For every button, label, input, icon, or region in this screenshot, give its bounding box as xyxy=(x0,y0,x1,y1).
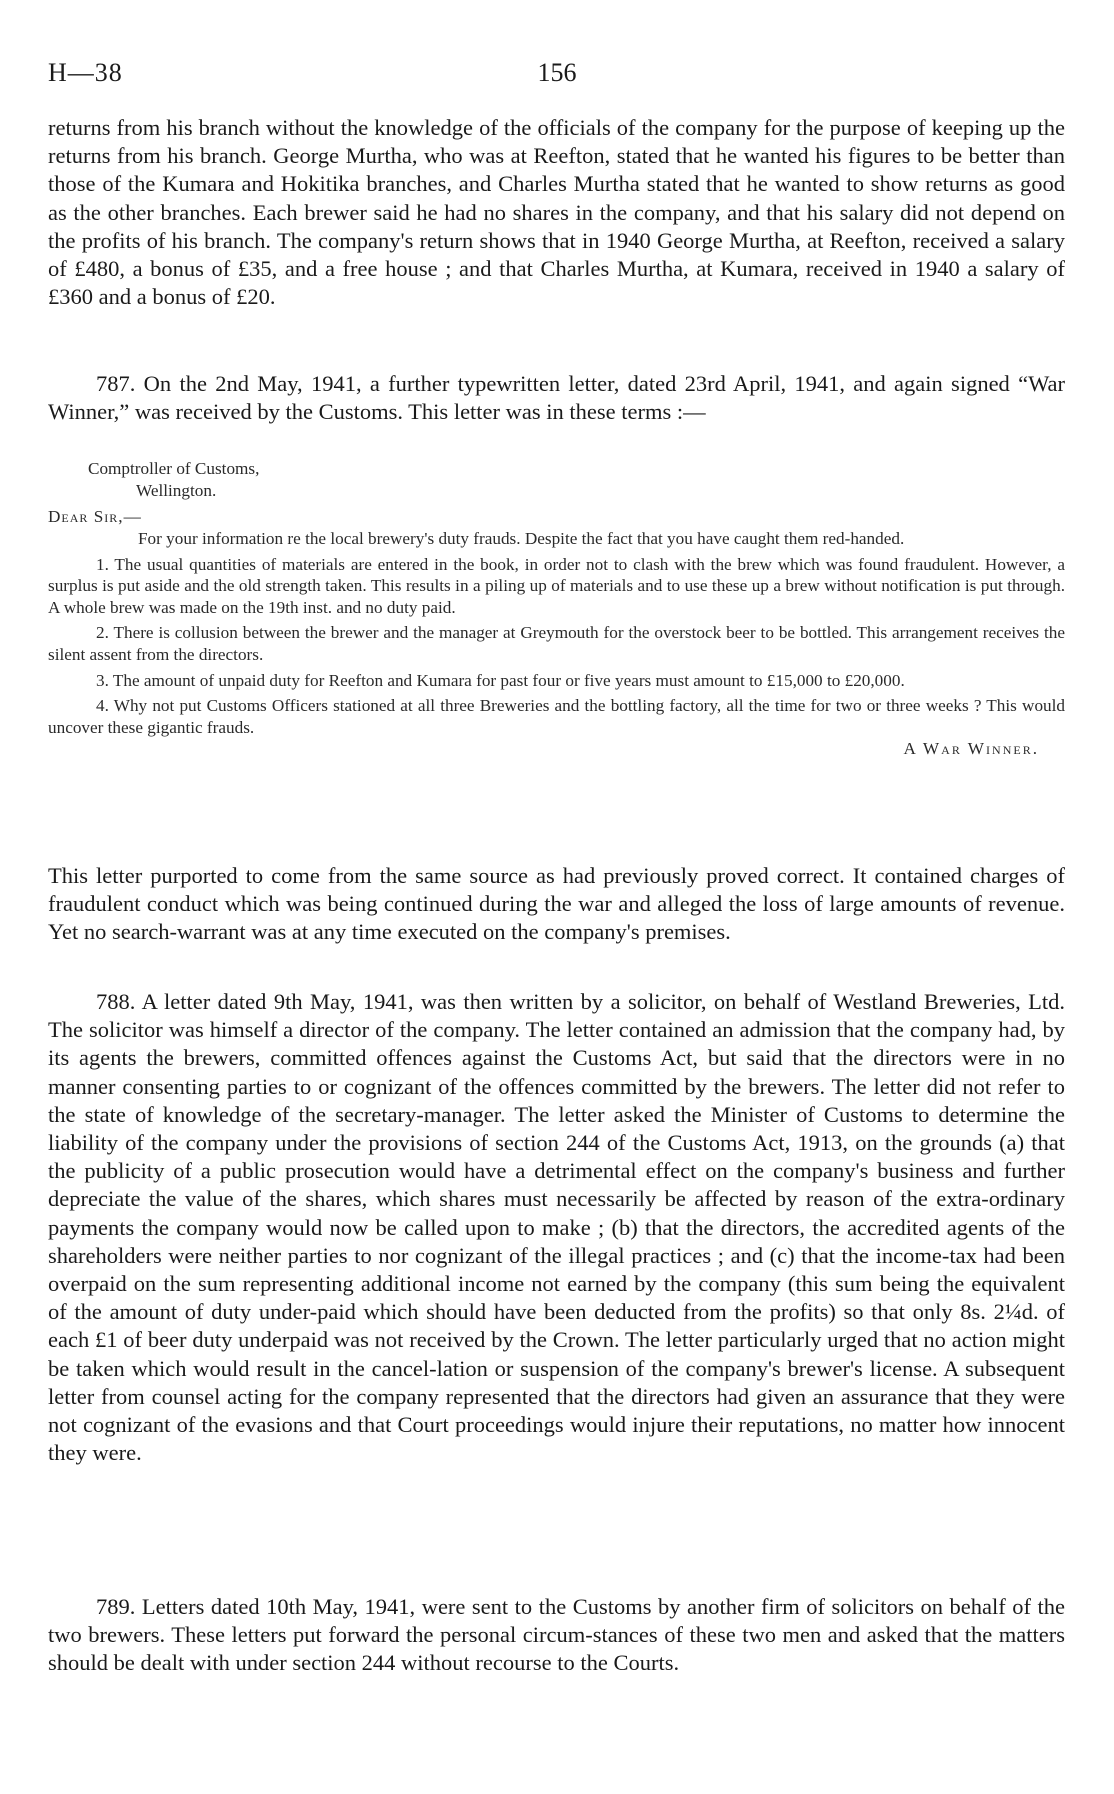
page-number: 156 xyxy=(537,58,577,87)
quoted-letter xyxy=(48,458,1065,760)
block-continuation xyxy=(48,114,1065,311)
block-787 xyxy=(48,370,1065,426)
letter-intro: For your information re the local brewery's duty frauds. Despite the fact that you have caught them red-handed. xyxy=(138,529,905,548)
letter-signature: A War Winner. xyxy=(903,739,1039,759)
letter-addressee-line1: Comptroller of Customs, xyxy=(88,459,260,478)
letter-item-1: 1. The usual quantities of materials are entered in the book, in order not to clash with the brew which was found fraudulent. However, a surplus is put aside and the old strength taken. This results in a piling up of materials and to use these up a brew without notification is put through. A whole brew was made on the 19th inst. and no duty paid. xyxy=(48,554,1065,617)
block-789 xyxy=(48,1593,1065,1678)
block-788 xyxy=(48,988,1065,1467)
letter-item-3: 3. The amount of unpaid duty for Reefton and Kumara for past four or five years must amount to £15,000 to £20,000. xyxy=(96,670,905,690)
letter-item-4: 4. Why not put Customs Officers stationed at all three Breweries and the bottling factory, all the time for two or three weeks ? This would uncover these gigantic frauds. xyxy=(48,696,1065,737)
paragraph-after-letter: This letter purported to come from the same source as had previously proved correct. It contained charges of fraudulent conduct which was being continued during the war and alleged the loss of large amounts of revenue. Yet no search-warrant was at any time executed on the company's premises. xyxy=(48,863,1065,945)
paragraph-continuation: returns from his branch without the knowledge of the officials of the company for the purpose of keeping up the returns from his branch. George Murtha, who was at Reefton, stated that he wanted his figures to be better than those of the Kumara and Hokitika branches, and Charles Murtha stated that he wanted to show returns as good as the other branches. Each brewer said he had no shares in the company, and that his salary did not depend on the profits of his branch. The company's return shows that in 1940 George Murtha, at Reefton, received a salary of £480, a bonus of £35, and a free house ; and that Charles Murtha, at Kumara, received in 1940 a salary of £360 and a bonus of £20. xyxy=(48,115,1065,310)
letter-addressee-line2: Wellington. xyxy=(136,481,217,500)
page-header xyxy=(48,58,1066,92)
letter-salutation: Dear Sir,— xyxy=(48,507,142,526)
document-reference: H—38 xyxy=(48,58,123,87)
paragraph-789: 789. Letters dated 10th May, 1941, were sent to the Customs by another firm of solicitors on behalf of the two brewers. These letters put forward the personal circum-stances of these two men and asked that the matters should be dealt with under section 244 without recourse to the Courts. xyxy=(48,1594,1065,1676)
letter-item-2: 2. There is collusion between the brewer and the manager at Greymouth for the overstock beer to be bottled. This arrangement receives the silent assent from the directors. xyxy=(48,623,1065,664)
paragraph-788: 788. A letter dated 9th May, 1941, was then written by a solicitor, on behalf of Westland Breweries, Ltd. The solicitor was himself a director of the company. The letter contained an admission that the company had, by its agents the brewers, committed offences against the Customs Act, but said that the directors were in no manner consenting parties to or cognizant of the offences committed by the brewers. The letter did not refer to the state of knowledge of the secretary-manager. The letter asked the Minister of Customs to determine the liability of the company under the provisions of section 244 of the Customs Act, 1913, on the grounds (a) that the publicity of a public prosecution would have a detrimental effect on the company's business and further depreciate the value of the shares, which shares must necessarily be affected by reason of the extra-ordinary payments the company would now be called upon to make ; (b) that the directors, the accredited agents of the shareholders were neither parties to nor cognizant of the illegal practices ; and (c) that the income-tax had been overpaid on the sum representing additional income not earned by the company (this sum being the equivalent of the amount of duty under-paid which should have been deducted from the profits) so that only 8s. 2¼d. of each £1 of beer duty underpaid was not received by the Crown. The letter particularly urged that no action might be taken which would result in the cancel-lation or suspension of the company's brewer's license. A subsequent letter from counsel acting for the company represented that the directors had given an assurance that they were not cognizant of the evasions and that Court proceedings would injure their reputations, no matter how innocent they were. xyxy=(48,989,1065,1466)
block-after-letter xyxy=(48,862,1065,947)
paragraph-787: 787. On the 2nd May, 1941, a further typewritten letter, dated 23rd April, 1941, and again signed “War Winner,” was received by the Customs. This letter was in these terms :— xyxy=(48,371,1065,425)
